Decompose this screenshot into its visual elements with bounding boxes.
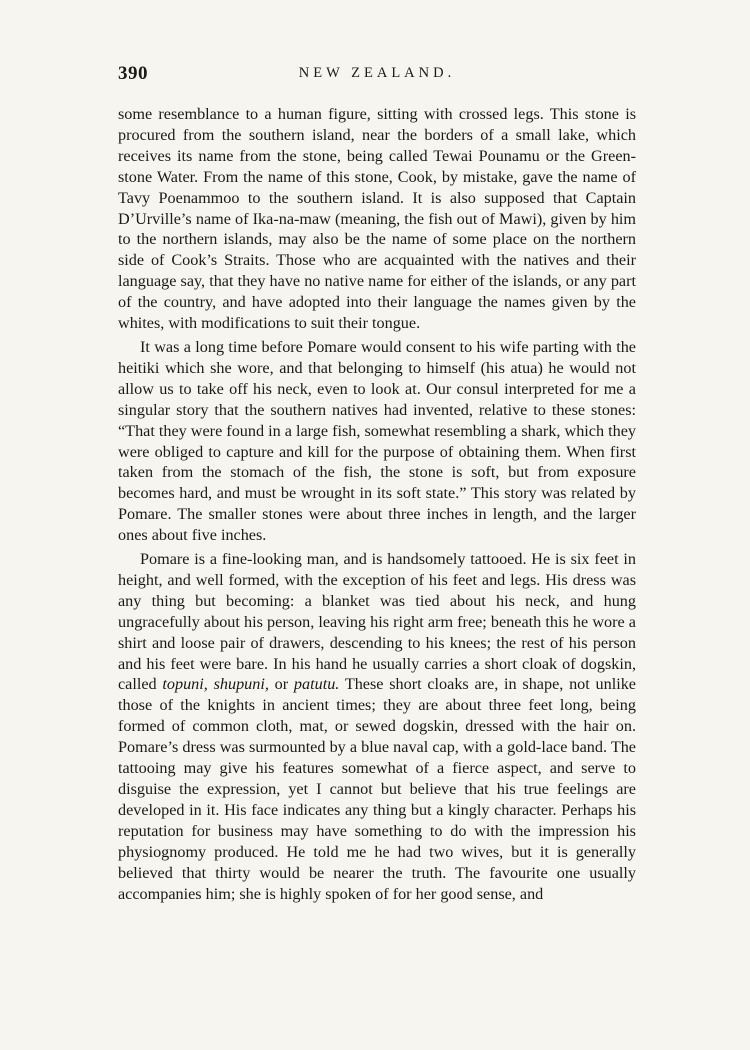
text-run: Pomare is a fine-looking man, and is handsomely tattooed. He is six feet in height, and well formed, with the exception of his feet and legs. His dress was any thing but becoming: a blanket was tied about his neck, and hung ungracefully about his person, leaving his right arm free; beneath this he wore a shirt and loose pair of drawers, descending to his knees; the rest of his person and his feet were bare. In his hand he usually carries a short cloak of dogskin, called — [118, 550, 636, 694]
paragraph-3 — [118, 549, 636, 904]
page-number: 390 — [118, 63, 148, 84]
text-run: or — [268, 675, 294, 694]
italic-term: topuni, shupuni, — [162, 675, 269, 694]
italic-term: patutu. — [293, 675, 340, 694]
running-head — [118, 63, 636, 89]
paragraph-2 — [118, 337, 636, 546]
text-run: These short cloaks are, in shape, not unlike those of the knights in ancient times; they are about three feet long, being formed of common cloth, mat, or sewed dogskin, dressed with the hair on. Pomare’s dress was surmounted by a blue naval cap, with a gold-lace band. The tattooing may give his features somewhat of a fierce aspect, and serve to disguise the expression, yet I cannot but believe that his true feelings are developed in it. His face indicates any thing but a kingly character. Perhaps his reputation for business may have something to do with the impression his physiognomy produced. He told me he had two wives, but it is generally believed that thirty would be nearer the truth. The favourite one usually accompanies him; she is highly spoken of for her good sense, and — [118, 675, 636, 903]
body-text — [118, 104, 636, 904]
running-title: NEW ZEALAND. — [298, 65, 456, 81]
paragraph-1 — [118, 104, 636, 334]
text-run: some resemblance to a human figure, sitting with crossed legs. This stone is procured from the southern island, near the borders of a small lake, which receives its name from the stone, being called Tewai Pounamu or the Green-stone Water. From the name of this stone, Cook, by mistake, gave the name of Tavy Poenammoo to the southern island. It is also supposed that Captain D’Urville’s name of Ika-na-maw (meaning, the fish out of Mawi), given by him to the northern islands, may also be the name of some place on the northern side of Cook’s Straits. Those who are acquainted with the natives and their language say, that they have no native name for either of the islands, or any part of the country, and have adopted into their language the names given by the whites, with modifications to suit their tongue. — [118, 105, 636, 333]
text-run: It was a long time before Pomare would consent to his wife parting with the heitiki which she wore, and that belonging to himself (his atua) he would not allow us to take off his neck, even to look at. Our consul interpreted for me a singular story that the southern natives had invented, relative to these stones: “That they were found in a large fish, somewhat resembling a shark, which they were obliged to capture and kill for the purpose of obtaining them. When first taken from the stomach of the fish, the stone is soft, but from exposure becomes hard, and must be wrought in its soft state.” This story was related by Pomare. The smaller stones were about three inches in length, and the larger ones about five inches. — [118, 337, 636, 545]
